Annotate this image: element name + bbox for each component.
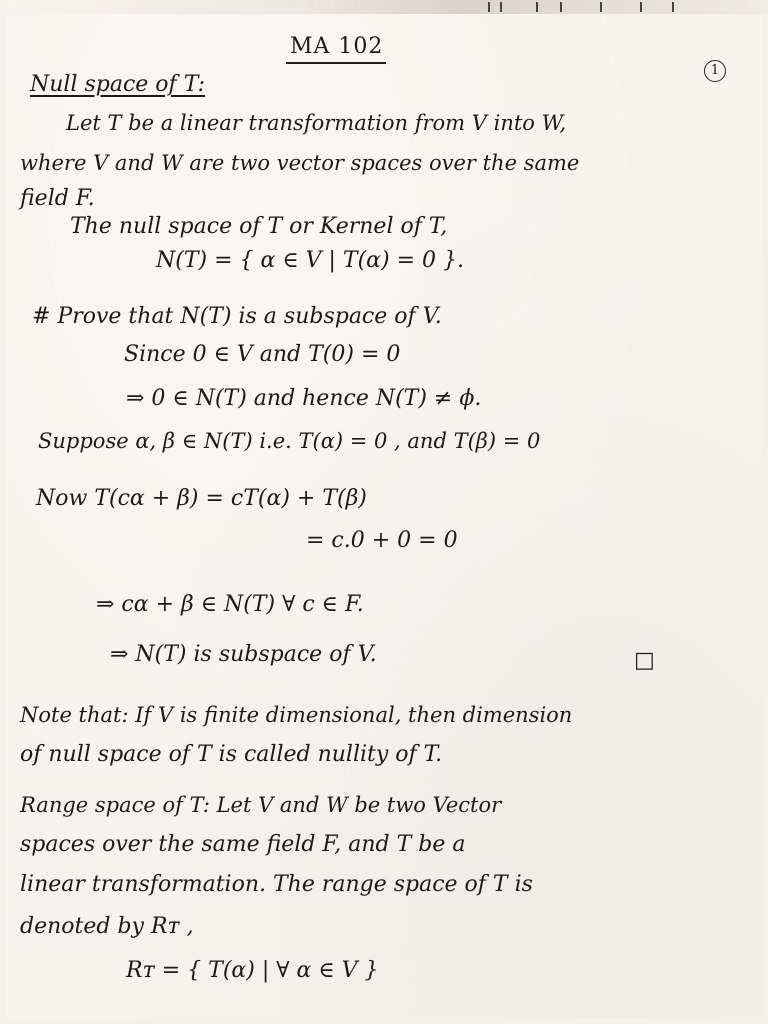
proof-line: Now T(cα + β) = cT(α) + T(β) xyxy=(36,486,367,511)
page-number: 1 xyxy=(704,60,726,82)
page-title: MA 102 xyxy=(290,34,384,59)
text-line: where V and W are two vector spaces over the same xyxy=(20,151,580,175)
proof-line: ⇒ cα + β ∈ N(T) ∀ c ∈ F. xyxy=(96,592,364,617)
proof-line: ⇒ 0 ∈ N(T) and hence N(T) ≠ ϕ. xyxy=(126,386,482,411)
null-space-definition: N(T) = { α ∈ V | T(α) = 0 }. xyxy=(156,248,465,273)
edge-mark xyxy=(640,2,642,12)
range-space-line: denoted by Rᴛ , xyxy=(20,914,194,939)
edge-mark xyxy=(600,2,602,12)
proof-line: Suppose α, β ∈ N(T) i.e. T(α) = 0 , and T(β) = 0 xyxy=(38,429,541,453)
edge-mark xyxy=(560,2,562,12)
heading-null-space: Null space of T: xyxy=(30,72,205,97)
page-top-edge xyxy=(0,0,768,14)
note-line: of null space of T is called nullity of T. xyxy=(20,742,443,767)
proof-line: = c.0 + 0 = 0 xyxy=(306,528,458,553)
proof-line: ⇒ N(T) is subspace of V. xyxy=(110,642,377,667)
edge-mark xyxy=(672,2,674,12)
text-line: The null space of T or Kernel of T, xyxy=(70,214,448,239)
qed-symbol: □ xyxy=(634,648,655,673)
note-line: Note that: If V is finite dimensional, then dimension xyxy=(20,703,573,727)
title-underline xyxy=(286,62,386,64)
text-line: Let T be a linear transformation from V into W, xyxy=(66,111,567,135)
proof-line: Since 0 ∈ V and T(0) = 0 xyxy=(124,342,401,367)
edge-mark xyxy=(488,2,490,12)
range-space-line: linear transformation. The range space of T is xyxy=(20,872,533,897)
prove-statement: # Prove that N(T) is a subspace of V. xyxy=(32,304,442,329)
edge-mark xyxy=(536,2,538,12)
range-space-definition: Rᴛ = { T(α) | ∀ α ∈ V } xyxy=(126,958,379,983)
notebook-page xyxy=(6,14,762,1018)
range-space-line: spaces over the same field F, and T be a xyxy=(20,832,466,857)
range-space-line: Range space of T: Let V and W be two Vector xyxy=(20,793,502,817)
edge-mark xyxy=(500,2,502,12)
text-line: field F. xyxy=(20,186,95,211)
